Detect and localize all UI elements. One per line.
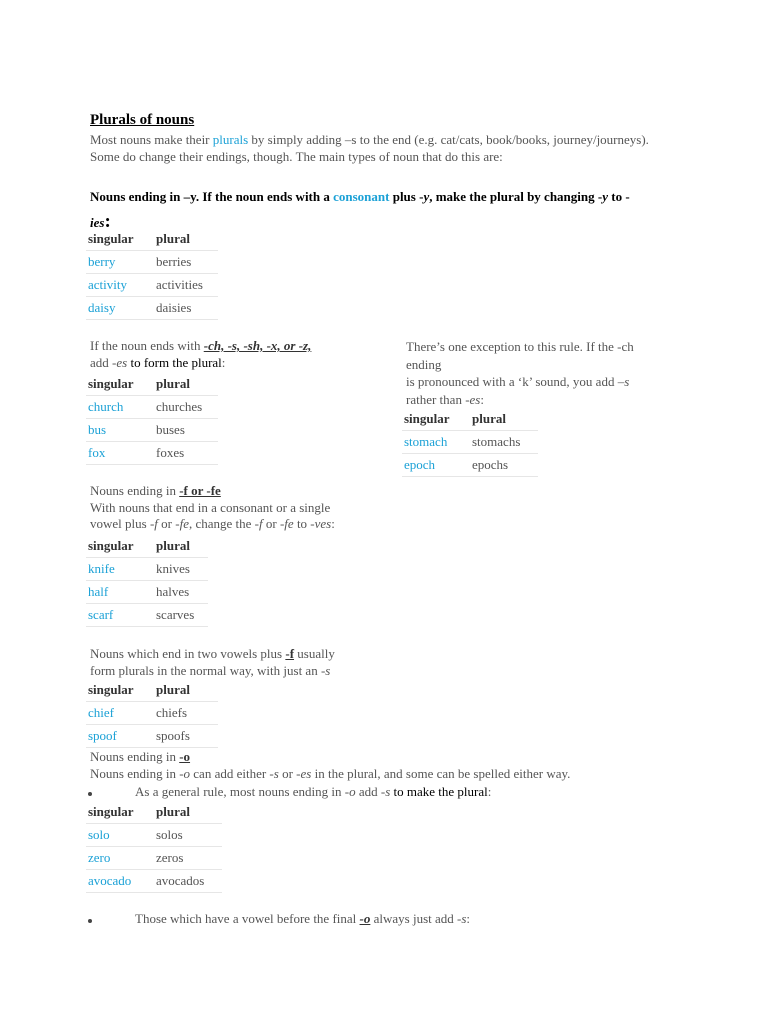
f-rule-fe2: fe [284, 516, 294, 531]
exception-line-1: There’s one exception to this rule. If the -ch [406, 339, 634, 354]
y-rule-y: y [423, 189, 430, 204]
plural-cell: zeros [154, 847, 222, 870]
table-o-ending [86, 801, 222, 893]
singular-cell[interactable]: spoof [86, 725, 154, 748]
bullet-1-o: o [349, 784, 356, 799]
f-rule-heading-text: Nouns ending in [90, 483, 180, 498]
f-rule-line-3b: or - [157, 516, 180, 531]
table-header-row [402, 408, 538, 431]
table-row [86, 824, 222, 847]
f-rule-line-3a: vowel plus - [90, 516, 155, 531]
vowel-o-s: s [461, 911, 467, 926]
plurals-link[interactable]: plurals [212, 132, 249, 147]
o-rule-line-2b: can add either - [190, 765, 274, 781]
f-rule-line-3d: or - [262, 516, 285, 531]
header-plural: plural [154, 373, 218, 396]
exception-es: es [469, 391, 481, 407]
plural-cell: churches [154, 396, 218, 419]
o-rule-line-2d: in the plural, and some can be spelled either way. [311, 765, 571, 781]
two-vowels-line-1: Nouns which end in two vowels plus [90, 646, 286, 661]
header-singular: singular [86, 228, 154, 251]
y-rule-text-2: plus - [389, 189, 424, 204]
plural-cell: berries [154, 251, 218, 274]
f-rule-line-3e: to - [293, 516, 315, 531]
y-rule-text-4: to - [608, 189, 630, 204]
vowel-o-colon: : [466, 911, 471, 926]
table-row [86, 870, 222, 893]
two-vowels-s: s [325, 663, 331, 678]
table-header-row [86, 679, 218, 702]
y-rule-y2: y [602, 189, 608, 204]
f-rule-ves: ves [314, 516, 332, 531]
exception-colon: : [480, 391, 484, 407]
plural-cell: daisies [154, 297, 218, 320]
o-rule-heading-text: Nouns ending in [90, 749, 180, 764]
plural-cell: epochs [470, 454, 538, 477]
two-vowels-line-2: form plurals in the normal way, with just an - [90, 663, 326, 678]
bullet-1-text-a: As a general rule, most nouns ending in - [135, 784, 350, 799]
f-rule-heading-endings: -f or -fe [179, 483, 221, 498]
header-plural: plural [154, 228, 218, 251]
header-plural: plural [470, 408, 538, 431]
o-rule-o: o [183, 765, 191, 781]
y-rule-ies: ies [90, 215, 105, 230]
y-rule-colon: : [104, 211, 111, 232]
table-row [402, 431, 538, 454]
f-rule-line-3c: , change the - [188, 516, 259, 531]
bullet-dot-icon [88, 919, 92, 923]
header-singular: singular [86, 535, 154, 558]
plural-cell: scarves [154, 604, 208, 627]
f-rule-fe1: fe [179, 516, 189, 531]
header-plural: plural [154, 535, 208, 558]
header-singular: singular [86, 679, 154, 702]
table-row [402, 454, 538, 477]
header-singular: singular [86, 801, 154, 824]
table-row [86, 442, 218, 465]
plural-cell: spoofs [154, 725, 218, 748]
table-row [86, 396, 218, 419]
intro-text-1: Most nouns make their [90, 132, 213, 147]
exception-paragraph [406, 338, 696, 408]
table-header-row [86, 801, 222, 824]
vowel-o-text-c: always just add - [370, 911, 462, 926]
f-rule-f2: f [259, 516, 263, 531]
table-row [86, 581, 208, 604]
singular-cell[interactable]: daisy [86, 297, 154, 320]
singular-cell[interactable]: epoch [402, 454, 470, 477]
table-row [86, 558, 208, 581]
singular-cell[interactable]: scarf [86, 604, 154, 627]
table-y-ending [86, 228, 218, 320]
singular-cell[interactable]: solo [86, 824, 154, 847]
exception-line-2: ending [406, 356, 442, 372]
table-row [86, 419, 218, 442]
two-vowels-paragraph [90, 645, 410, 679]
plural-cell: chiefs [154, 702, 218, 725]
plural-cell: foxes [154, 442, 218, 465]
ch-rule-paragraph [90, 338, 380, 371]
bullet-1-text-c: to make the plural [390, 784, 488, 799]
exception-line-4: rather than - [406, 391, 470, 407]
bullet-1-s: s [385, 784, 391, 799]
f-rule-line-2: With nouns that end in a consonant or a single [90, 499, 331, 515]
f-rule-f1: f [154, 516, 158, 531]
table-header-row [86, 228, 218, 251]
singular-cell[interactable]: activity [86, 274, 154, 297]
ch-rule-es: es [116, 354, 128, 370]
singular-cell[interactable]: chief [86, 702, 154, 725]
table-header-row [86, 373, 218, 396]
header-singular: singular [86, 373, 154, 396]
singular-cell[interactable]: fox [86, 442, 154, 465]
table-row [86, 274, 218, 297]
plural-cell: halves [154, 581, 208, 604]
singular-cell[interactable]: avocado [86, 870, 154, 893]
singular-cell[interactable]: berry [86, 251, 154, 274]
singular-cell[interactable]: zero [86, 847, 154, 870]
header-plural: plural [154, 679, 218, 702]
plural-cell: solos [154, 824, 222, 847]
ch-rule-text-1: If the noun ends with [90, 338, 204, 353]
table-row [86, 604, 208, 627]
intro-paragraph [90, 132, 670, 165]
o-rule-line-2a: Nouns ending in - [90, 765, 184, 781]
header-plural: plural [154, 801, 222, 824]
singular-cell[interactable]: half [86, 581, 154, 604]
o-rule-line-2c: or - [278, 765, 301, 781]
table-vowel-f [86, 679, 218, 748]
ch-rule-endings: -ch, -s, -sh, -x, or -z, [203, 338, 312, 353]
bullet-dot-icon [88, 792, 92, 796]
singular-cell[interactable]: stomach [402, 431, 470, 454]
o-rule-es: es [300, 765, 312, 781]
bullet-1-colon: : [487, 784, 492, 799]
plural-cell: knives [154, 558, 208, 581]
f-rule-colon: : [331, 516, 335, 531]
o-rule-paragraph [90, 749, 730, 782]
page-title: Plurals of nouns [90, 112, 195, 128]
consonant-link[interactable]: consonant [333, 189, 390, 204]
vowel-o-o: -o [359, 911, 371, 926]
table-row [86, 297, 218, 320]
table-exception [402, 408, 538, 477]
table-row [86, 251, 218, 274]
o-rule-heading-o: -o [179, 749, 191, 764]
exception-s: s [624, 374, 630, 389]
vowel-o-text-a: Those which have a vowel before the final [135, 911, 360, 926]
header-singular: singular [402, 408, 470, 431]
intro-text-2: by simply adding –s to the end (e.g. cat/cats, book/books, journey/journeys). Some do change their endings, though. The main types of noun that do this are: [90, 132, 649, 164]
bullet-1-text-b: add - [355, 784, 386, 799]
table-row [86, 725, 218, 748]
y-rule-text-1: Nouns ending in –y. If the noun ends with a [90, 189, 334, 204]
table-row [86, 847, 222, 870]
table-header-row [86, 535, 208, 558]
singular-cell[interactable]: church [86, 396, 154, 419]
singular-cell[interactable]: bus [86, 419, 154, 442]
ch-rule-text-2: add - [90, 354, 117, 370]
vowel-o-bullet [135, 911, 695, 927]
table-row [86, 702, 218, 725]
plural-cell: activities [154, 274, 218, 297]
table-f-ending [86, 535, 208, 627]
f-rule-paragraph [90, 483, 390, 533]
singular-cell[interactable]: knife [86, 558, 154, 581]
plural-cell: buses [154, 419, 218, 442]
ch-rule-colon: : [221, 354, 226, 370]
plural-cell: stomachs [470, 431, 538, 454]
o-rule-s: s [273, 765, 279, 781]
ch-rule-text-3: to form the plural [127, 354, 222, 370]
y-rule-text-3: , make the plural by changing - [429, 189, 603, 204]
exception-line-3: is pronounced with a ‘k’ sound, you add – [406, 374, 625, 389]
two-vowels-usually: usually [294, 646, 335, 661]
table-ch-ending [86, 373, 218, 465]
plural-cell: avocados [154, 870, 222, 893]
two-vowels-f: -f [285, 646, 295, 661]
o-rule-bullet-1 [135, 784, 695, 800]
